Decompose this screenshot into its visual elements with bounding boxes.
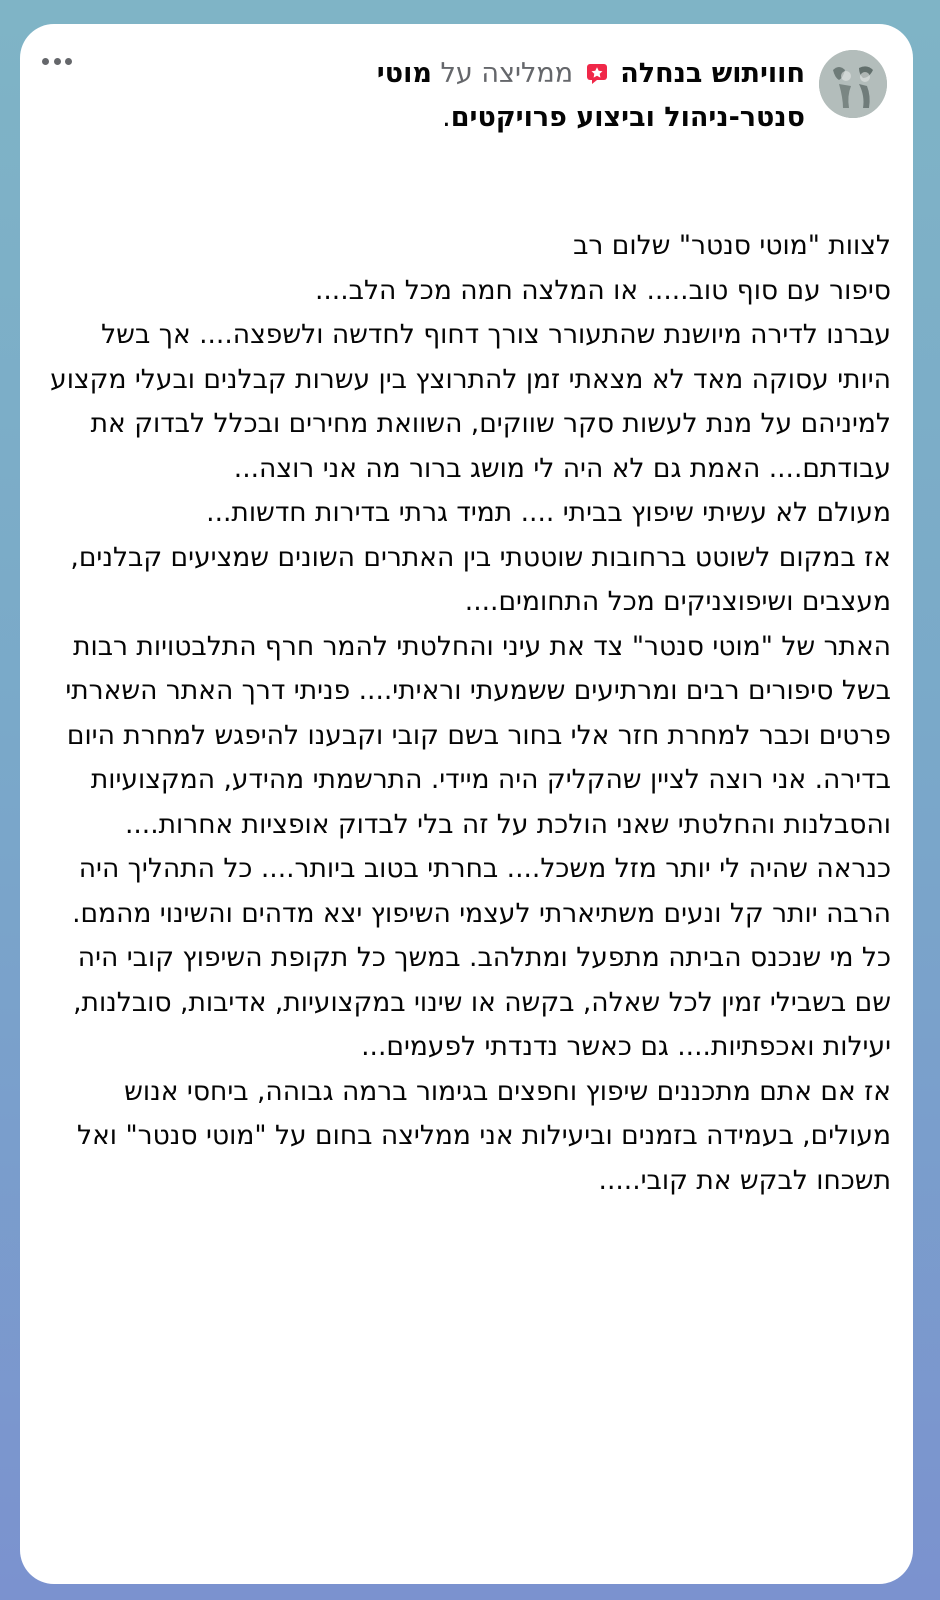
recommended-page-name-cont[interactable]: סנטר-ניהול וביצוע פרויקטים bbox=[450, 102, 805, 133]
profile-avatar[interactable] bbox=[819, 50, 887, 118]
avatar-image bbox=[819, 50, 887, 118]
more-dot bbox=[65, 58, 72, 65]
header-period: . bbox=[442, 102, 451, 133]
recommend-verb: ממליצה על bbox=[440, 58, 574, 89]
post-header-text bbox=[125, 52, 805, 140]
recommended-page-name[interactable]: מוטי bbox=[376, 58, 432, 89]
more-dot bbox=[54, 58, 61, 65]
recommend-icon bbox=[586, 63, 608, 85]
more-dot bbox=[42, 58, 49, 65]
post-header bbox=[20, 24, 913, 154]
post-body-text: לצוות "מוטי סנטר" שלום רב סיפור עם סוף טוב..... או המלצה חמה מכל הלב.... עברנו לדירה מיושנת שהתעורר צורך דחוף לחדשה ולשפצה.... אך בשל היותי עסוקה מאד לא מצאתי זמן להתרוצץ בין עשרות קבלנים ובעלי מקצוע למיניהם על מנת לעשות סקר שווקים, השוואת מחירים ובכלל לבדוק את עבודתם.... האמת גם לא היה לי מושג ברור מה אני רוצה... מעולם לא עשיתי שיפוץ בביתי .... תמיד גרתי בדירות חדשות... אז במקום לשוטט ברחובות שוטטתי בין האתרים השונים שמציעים קבלנים, מעצבים ושיפוצניקים מכל התחומים.... האתר של "מוטי סנטר" צד את עיני והחלטתי להמר חרף התלבטויות רבות בשל סיפורים רבים ומרתיעים ששמעתי וראיתי.... פניתי דרך האתר השארתי פרטים וכבר למחרת חזר אלי בחור בשם קובי וקבענו להיפגש למחרת היום בדירה. אני רוצה לציין שהקליק היה מיידי. התרשמתי מהידע, המקצועיות והסבלנות והחלטתי שאני הולכת על זה בלי לבדוק אופציות אחרות.... כנראה שהיה לי יותר מזל משכל.... בחרתי בטוב ביותר.... כל התהליך היה הרבה יותר קל ונעים משתיארתי לעצמי השיפוץ יצא מדהים והשינוי מהמם. כל מי שנכנס הביתה מתפעל ומתלהב. במשך כל תקופת השיפוץ קובי היה שם בשבילי זמין לכל שאלה, בקשה או שינוי במקצועיות, אדיבות, סובלנות, יעילות ואכפתיות.... גם כאשר נדנדתי לפעמים... אז אם אתם מתכננים שיפוץ וחפצים בגימור ברמה גבוהה, ביחסי אנוש מעולים, בעמידה בזמנים וביעילות אני ממליצה בחום על "מוטי סנטר" ואל תשכחו לבקש את קובי..... bbox=[50, 230, 891, 1196]
author-name[interactable]: חוויתוש בנחלה bbox=[620, 58, 805, 89]
more-options-icon[interactable] bbox=[42, 56, 72, 66]
recommendation-post-card bbox=[20, 24, 913, 1584]
